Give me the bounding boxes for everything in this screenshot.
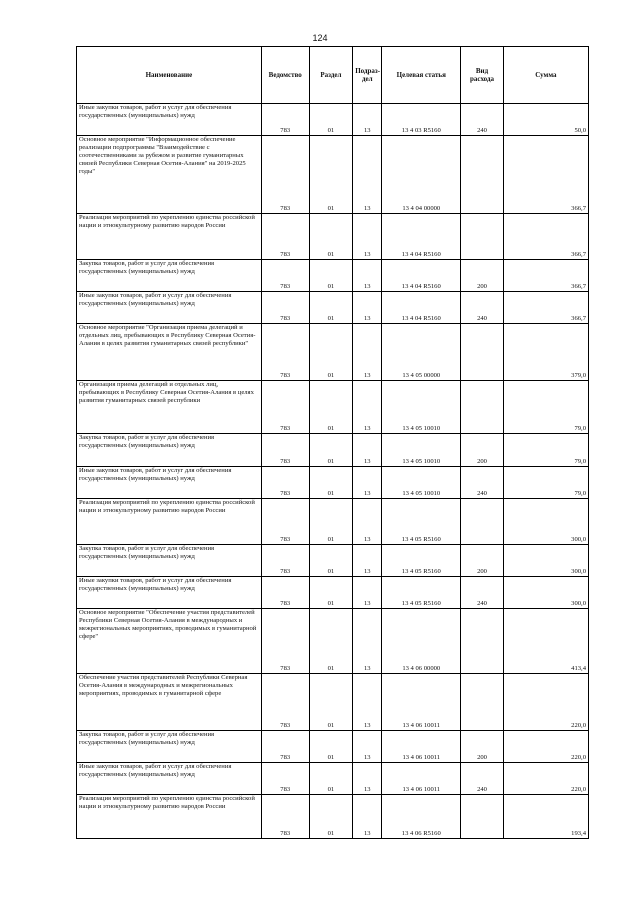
cell-section: 01 xyxy=(309,609,353,674)
header-expense-type: Вид расхода xyxy=(461,47,504,104)
cell-name: Реализация мероприятий по укреплению единства российской нации и этнокультурному развитию народов России xyxy=(77,795,262,839)
cell-section: 01 xyxy=(309,136,353,214)
cell-target: 13 4 06 10011 xyxy=(382,731,461,763)
cell-sum: 50,0 xyxy=(503,104,588,136)
cell-dept: 783 xyxy=(261,731,309,763)
cell-name: Закупка товаров, работ и услуг для обеспечения государственных (муниципальных) нужд xyxy=(77,545,262,577)
cell-target: 13 4 05 R5160 xyxy=(382,577,461,609)
header-sum: Сумма xyxy=(503,47,588,104)
header-dept: Ведомство xyxy=(261,47,309,104)
cell-sum: 79,0 xyxy=(503,434,588,467)
table-row xyxy=(77,763,589,795)
cell-subsection: 13 xyxy=(353,381,382,434)
cell-dept: 783 xyxy=(261,434,309,467)
cell-sum: 79,0 xyxy=(503,467,588,499)
cell-expense-type: 240 xyxy=(461,577,504,609)
header-name: Наименование xyxy=(77,47,262,104)
cell-subsection: 13 xyxy=(353,609,382,674)
cell-target: 13 4 06 00000 xyxy=(382,609,461,674)
cell-name: Обеспечение участия представителей Республики Северная Осетия-Алания в международных и межрегиональных мероприятиях, проводимых в гуманитарной сфере xyxy=(77,674,262,731)
cell-section: 01 xyxy=(309,214,353,260)
cell-subsection: 13 xyxy=(353,260,382,292)
cell-name: Иные закупки товаров, работ и услуг для обеспечения государственных (муниципальных) нужд xyxy=(77,292,262,324)
cell-section: 01 xyxy=(309,763,353,795)
cell-dept: 783 xyxy=(261,136,309,214)
cell-target: 13 4 06 R5160 xyxy=(382,795,461,839)
cell-expense-type xyxy=(461,795,504,839)
cell-sum: 366,7 xyxy=(503,136,588,214)
cell-target: 13 4 04 R5160 xyxy=(382,260,461,292)
cell-section: 01 xyxy=(309,674,353,731)
cell-expense-type: 240 xyxy=(461,763,504,795)
cell-subsection: 13 xyxy=(353,763,382,795)
cell-subsection: 13 xyxy=(353,545,382,577)
table-row xyxy=(77,214,589,260)
cell-name: Реализация мероприятий по укреплению единства российской нации и этнокультурному развитию народов России xyxy=(77,499,262,545)
table-row xyxy=(77,577,589,609)
cell-subsection: 13 xyxy=(353,324,382,381)
cell-sum: 300,0 xyxy=(503,545,588,577)
cell-subsection: 13 xyxy=(353,674,382,731)
cell-subsection: 13 xyxy=(353,499,382,545)
table-row xyxy=(77,324,589,381)
cell-expense-type: 240 xyxy=(461,467,504,499)
cell-target: 13 4 05 R5160 xyxy=(382,545,461,577)
table-row xyxy=(77,381,589,434)
cell-name: Закупка товаров, работ и услуг для обеспечения государственных (муниципальных) нужд xyxy=(77,731,262,763)
cell-name: Закупка товаров, работ и услуг для обеспечения государственных (муниципальных) нужд xyxy=(77,260,262,292)
cell-expense-type: 200 xyxy=(461,260,504,292)
cell-dept: 783 xyxy=(261,214,309,260)
cell-name: Иные закупки товаров, работ и услуг для обеспечения государственных (муниципальных) нужд xyxy=(77,763,262,795)
cell-expense-type: 200 xyxy=(461,545,504,577)
page-number: 124 xyxy=(312,33,328,43)
cell-section: 01 xyxy=(309,545,353,577)
cell-name: Закупка товаров, работ и услуг для обеспечения государственных (муниципальных) нужд xyxy=(77,434,262,467)
table-row xyxy=(77,434,589,467)
cell-expense-type: 240 xyxy=(461,292,504,324)
cell-dept: 783 xyxy=(261,260,309,292)
cell-sum: 366,7 xyxy=(503,292,588,324)
cell-expense-type xyxy=(461,324,504,381)
cell-target: 13 4 04 00000 xyxy=(382,136,461,214)
cell-subsection: 13 xyxy=(353,136,382,214)
table-row xyxy=(77,292,589,324)
table-row xyxy=(77,731,589,763)
cell-target: 13 4 03 R5160 xyxy=(382,104,461,136)
cell-name: Иные закупки товаров, работ и услуг для обеспечения государственных (муниципальных) нужд xyxy=(77,577,262,609)
cell-subsection: 13 xyxy=(353,467,382,499)
table-row xyxy=(77,136,589,214)
table-row xyxy=(77,545,589,577)
header-target: Целевая статья xyxy=(382,47,461,104)
header-section: Раздел xyxy=(309,47,353,104)
table-row xyxy=(77,260,589,292)
cell-target: 13 4 05 R5160 xyxy=(382,499,461,545)
cell-target: 13 4 04 R5160 xyxy=(382,292,461,324)
cell-expense-type xyxy=(461,609,504,674)
budget-table xyxy=(76,46,589,839)
cell-target: 13 4 04 R5160 xyxy=(382,214,461,260)
cell-target: 13 4 06 10011 xyxy=(382,763,461,795)
cell-sum: 220,0 xyxy=(503,674,588,731)
cell-expense-type xyxy=(461,674,504,731)
cell-target: 13 4 05 10010 xyxy=(382,381,461,434)
cell-subsection: 13 xyxy=(353,795,382,839)
cell-expense-type xyxy=(461,499,504,545)
cell-dept: 783 xyxy=(261,763,309,795)
cell-sum: 220,0 xyxy=(503,763,588,795)
cell-section: 01 xyxy=(309,577,353,609)
cell-section: 01 xyxy=(309,434,353,467)
cell-section: 01 xyxy=(309,731,353,763)
cell-name: Иные закупки товаров, работ и услуг для обеспечения государственных (муниципальных) нужд xyxy=(77,104,262,136)
cell-section: 01 xyxy=(309,324,353,381)
cell-name: Основное мероприятие "Обеспечение участия представителей Республики Северная Осетия-Алания в международных и межрегиональных мероприятиях, проводимых в гуманитарной сфере" xyxy=(77,609,262,674)
cell-expense-type xyxy=(461,381,504,434)
cell-dept: 783 xyxy=(261,324,309,381)
cell-dept: 783 xyxy=(261,795,309,839)
cell-expense-type: 240 xyxy=(461,104,504,136)
table-row xyxy=(77,467,589,499)
cell-dept: 783 xyxy=(261,609,309,674)
cell-section: 01 xyxy=(309,260,353,292)
cell-name: Основное мероприятие "Информационное обеспечение реализации подпрограммы "Взаимодействие с соотечественниками за рубежом и развитие гуманитарных связей Республики Северная Осетия-Алания" на 2019-2025 годы" xyxy=(77,136,262,214)
cell-dept: 783 xyxy=(261,577,309,609)
cell-dept: 783 xyxy=(261,467,309,499)
cell-section: 01 xyxy=(309,795,353,839)
cell-sum: 366,7 xyxy=(503,260,588,292)
cell-section: 01 xyxy=(309,499,353,545)
cell-name: Основное мероприятие "Организация приема делегаций и отдельных лиц, пребывающих в Республику Северная Осетия-Алания в целях развития гуманитарных связей республики" xyxy=(77,324,262,381)
table-row xyxy=(77,795,589,839)
cell-section: 01 xyxy=(309,381,353,434)
cell-sum: 366,7 xyxy=(503,214,588,260)
table-row xyxy=(77,104,589,136)
table-row xyxy=(77,499,589,545)
cell-dept: 783 xyxy=(261,381,309,434)
cell-sum: 220,0 xyxy=(503,731,588,763)
cell-sum: 300,0 xyxy=(503,577,588,609)
cell-name: Реализация мероприятий по укреплению единства российской нации и этнокультурному развитию народов России xyxy=(77,214,262,260)
cell-expense-type xyxy=(461,214,504,260)
cell-dept: 783 xyxy=(261,292,309,324)
cell-target: 13 4 05 00000 xyxy=(382,324,461,381)
cell-subsection: 13 xyxy=(353,214,382,260)
cell-target: 13 4 05 10010 xyxy=(382,434,461,467)
cell-subsection: 13 xyxy=(353,104,382,136)
cell-section: 01 xyxy=(309,467,353,499)
cell-name: Иные закупки товаров, работ и услуг для обеспечения государственных (муниципальных) нужд xyxy=(77,467,262,499)
cell-dept: 783 xyxy=(261,545,309,577)
cell-sum: 379,0 xyxy=(503,324,588,381)
cell-subsection: 13 xyxy=(353,292,382,324)
cell-sum: 413,4 xyxy=(503,609,588,674)
header-subsection: Подраз-дел xyxy=(353,47,382,104)
cell-dept: 783 xyxy=(261,674,309,731)
table-row xyxy=(77,674,589,731)
cell-target: 13 4 06 10011 xyxy=(382,674,461,731)
cell-expense-type xyxy=(461,136,504,214)
cell-target: 13 4 05 10010 xyxy=(382,467,461,499)
cell-subsection: 13 xyxy=(353,731,382,763)
table-header-row xyxy=(77,47,589,104)
cell-dept: 783 xyxy=(261,104,309,136)
cell-section: 01 xyxy=(309,292,353,324)
table-row xyxy=(77,609,589,674)
cell-dept: 783 xyxy=(261,499,309,545)
cell-expense-type: 200 xyxy=(461,434,504,467)
cell-sum: 79,0 xyxy=(503,381,588,434)
cell-sum: 193,4 xyxy=(503,795,588,839)
cell-expense-type: 200 xyxy=(461,731,504,763)
cell-sum: 300,0 xyxy=(503,499,588,545)
cell-subsection: 13 xyxy=(353,577,382,609)
cell-name: Организация приема делегаций и отдельных лиц, пребывающих в Республику Северная Осетия-Алания в целях развития гуманитарных связей республики xyxy=(77,381,262,434)
cell-section: 01 xyxy=(309,104,353,136)
cell-subsection: 13 xyxy=(353,434,382,467)
